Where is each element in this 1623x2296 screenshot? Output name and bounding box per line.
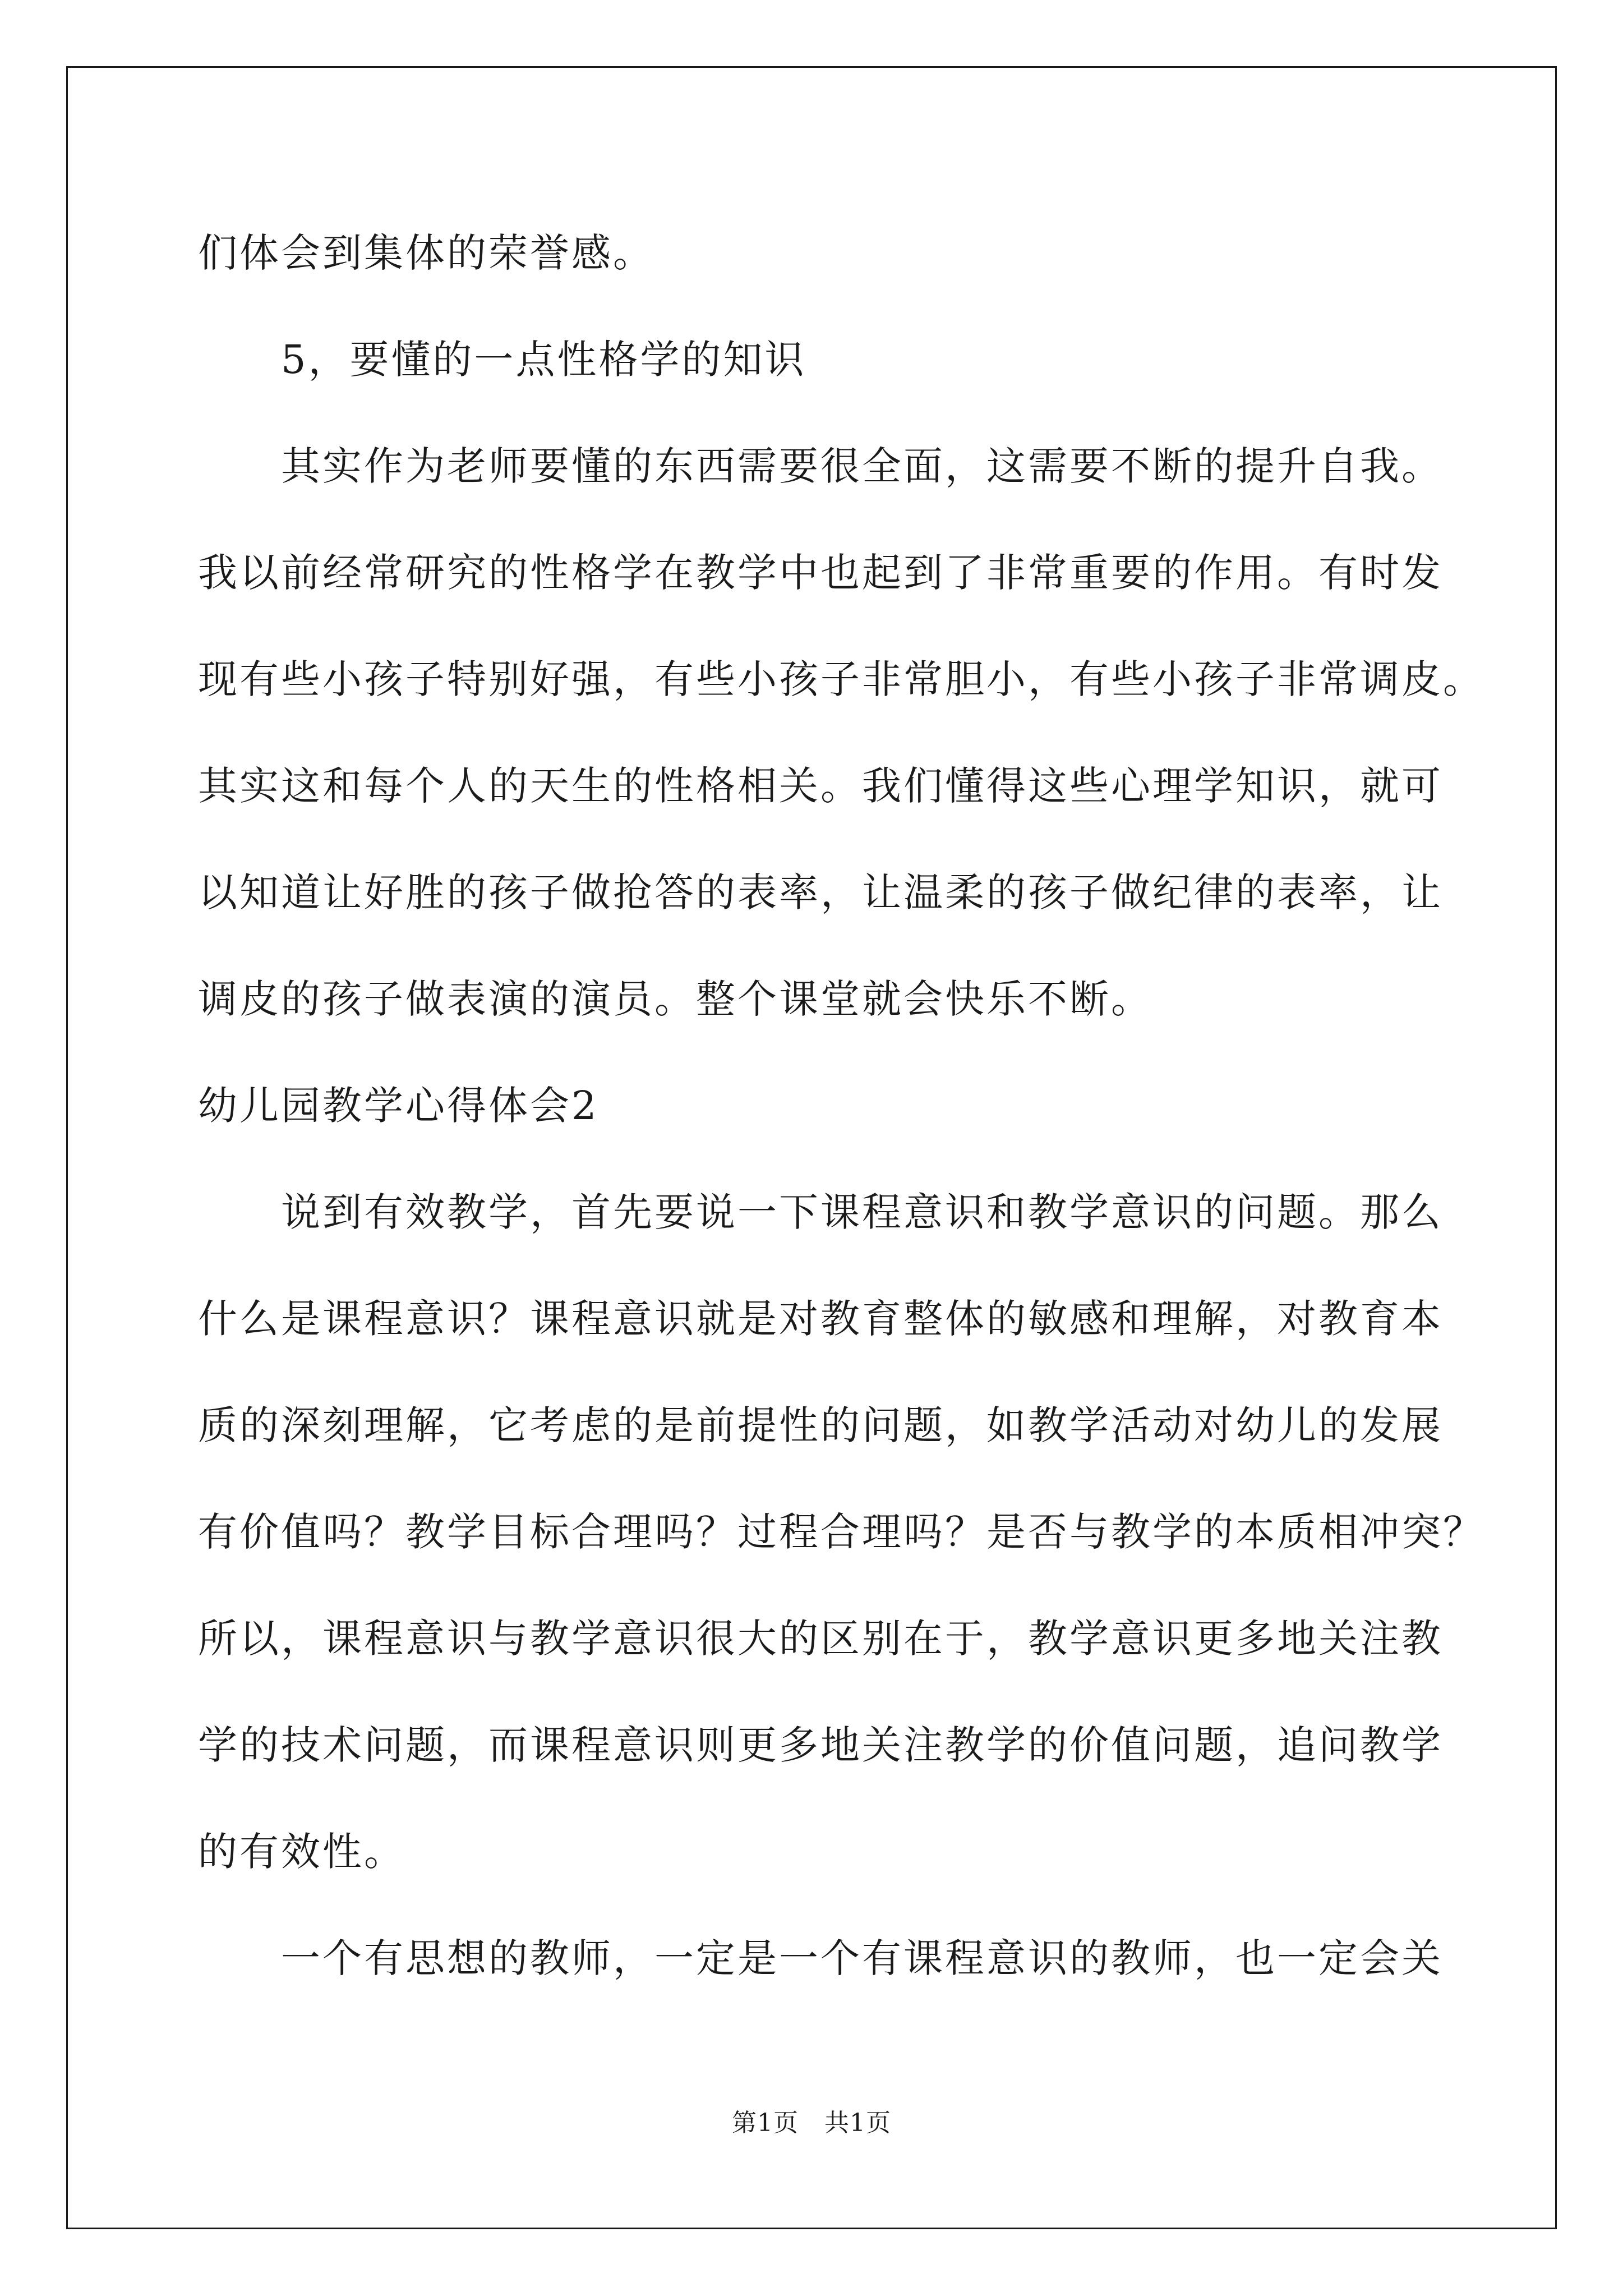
document-title: 幼儿园教学心得体会2 [198, 1083, 599, 1129]
paragraph-line: 们体会到集体的荣誉感。 [198, 230, 654, 276]
paragraph-line: 现有些小孩子特别好强，有些小孩子非常胆小，有些小孩子非常调皮。 [198, 656, 1484, 702]
paragraph-line: 说到有效教学，首先要说一下课程意识和教学意识的问题。那么 [281, 1189, 1443, 1235]
paragraph-line: 什么是课程意识？课程意识就是对教育整体的敏感和理解，对教育本 [198, 1296, 1443, 1342]
page-footer [0, 2102, 1623, 2138]
paragraph-line: 所以，课程意识与教学意识很大的区别在于，教学意识更多地关注教 [198, 1616, 1443, 1662]
paragraph-line: 学的技术问题，而课程意识则更多地关注教学的价值问题，追问教学 [198, 1722, 1443, 1768]
paragraph-line: 一个有思想的教师，一定是一个有课程意识的教师，也一定会关 [281, 1935, 1443, 1981]
paragraph-line: 调皮的孩子做表演的演员。整个课堂就会快乐不断。 [198, 976, 1152, 1022]
page-number: 第1页 [732, 2109, 799, 2137]
paragraph-line: 其实这和每个人的天生的性格相关。我们懂得这些心理学知识，就可 [198, 763, 1443, 809]
paragraph-line: 的有效性。 [198, 1829, 405, 1875]
page-total: 共1页 [824, 2109, 891, 2137]
paragraph-line: 有价值吗？教学目标合理吗？过程合理吗？是否与教学的本质相冲突？ [198, 1509, 1484, 1555]
section-heading: 5，要懂的一点性格学的知识 [281, 337, 806, 383]
paragraph-line: 以知道让好胜的孩子做抢答的表率，让温柔的孩子做纪律的表率，让 [198, 869, 1443, 915]
paragraph-line: 其实作为老师要懂的东西需要很全面，这需要不断的提升自我。 [281, 443, 1443, 489]
paragraph-line: 我以前经常研究的性格学在教学中也起到了非常重要的作用。有时发 [198, 550, 1443, 596]
paragraph-line: 质的深刻理解，它考虑的是前提性的问题，如教学活动对幼儿的发展 [198, 1402, 1443, 1448]
document-body [198, 200, 1484, 2012]
